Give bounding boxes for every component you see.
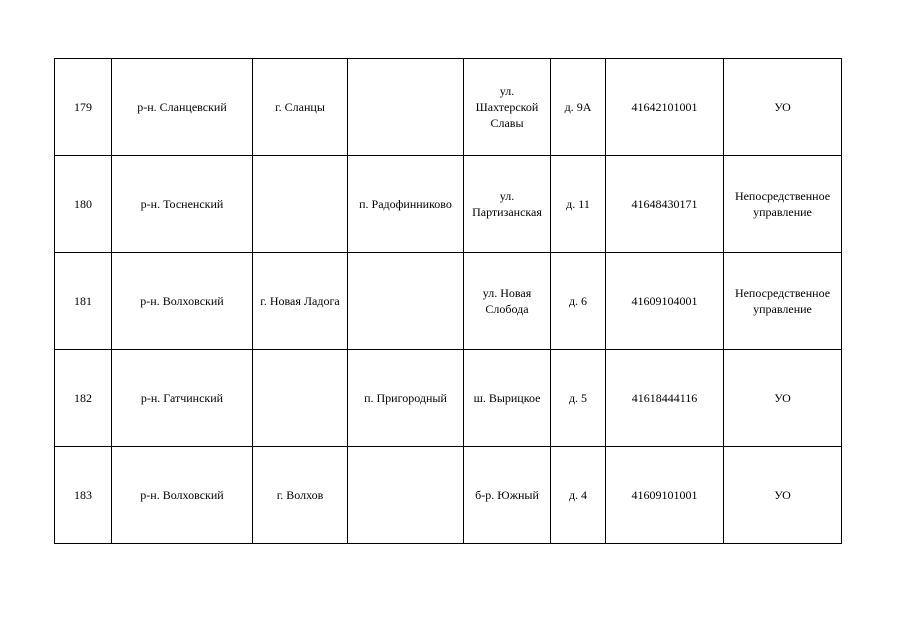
table-body	[55, 59, 842, 544]
street-cell: б-р. Южный	[464, 447, 551, 544]
settlement-cell	[348, 253, 464, 350]
house-cell: д. 4	[551, 447, 606, 544]
code-cell: 41648430171	[606, 156, 724, 253]
settlement-cell: п. Пригородный	[348, 350, 464, 447]
table-row	[55, 59, 842, 156]
district-cell: р-н. Волховский	[112, 447, 253, 544]
city-cell	[253, 350, 348, 447]
management-cell: Непосредственное управление	[724, 253, 842, 350]
district-cell: р-н. Тосненский	[112, 156, 253, 253]
row-number-cell: 182	[55, 350, 112, 447]
table-row	[55, 253, 842, 350]
code-cell: 41609101001	[606, 447, 724, 544]
row-number-cell: 181	[55, 253, 112, 350]
management-cell: Непосредственное управление	[724, 156, 842, 253]
street-cell: ул. Партизанская	[464, 156, 551, 253]
table-row	[55, 156, 842, 253]
house-cell: д. 11	[551, 156, 606, 253]
code-cell: 41642101001	[606, 59, 724, 156]
table-row	[55, 350, 842, 447]
city-cell: г. Волхов	[253, 447, 348, 544]
settlement-cell	[348, 447, 464, 544]
house-cell: д. 5	[551, 350, 606, 447]
management-cell: УО	[724, 350, 842, 447]
city-cell: г. Сланцы	[253, 59, 348, 156]
street-cell: ш. Вырицкое	[464, 350, 551, 447]
district-cell: р-н. Волховский	[112, 253, 253, 350]
settlement-cell: п. Радофинниково	[348, 156, 464, 253]
street-cell: ул. Шахтерской Славы	[464, 59, 551, 156]
house-cell: д. 9А	[551, 59, 606, 156]
row-number-cell: 179	[55, 59, 112, 156]
code-cell: 41609104001	[606, 253, 724, 350]
registry-table	[54, 58, 842, 544]
house-cell: д. 6	[551, 253, 606, 350]
district-cell: р-н. Сланцевский	[112, 59, 253, 156]
management-cell: УО	[724, 59, 842, 156]
table-row	[55, 447, 842, 544]
management-cell: УО	[724, 447, 842, 544]
code-cell: 41618444116	[606, 350, 724, 447]
city-cell	[253, 156, 348, 253]
street-cell: ул. Новая Слобода	[464, 253, 551, 350]
district-cell: р-н. Гатчинский	[112, 350, 253, 447]
city-cell: г. Новая Ладога	[253, 253, 348, 350]
row-number-cell: 183	[55, 447, 112, 544]
row-number-cell: 180	[55, 156, 112, 253]
settlement-cell	[348, 59, 464, 156]
